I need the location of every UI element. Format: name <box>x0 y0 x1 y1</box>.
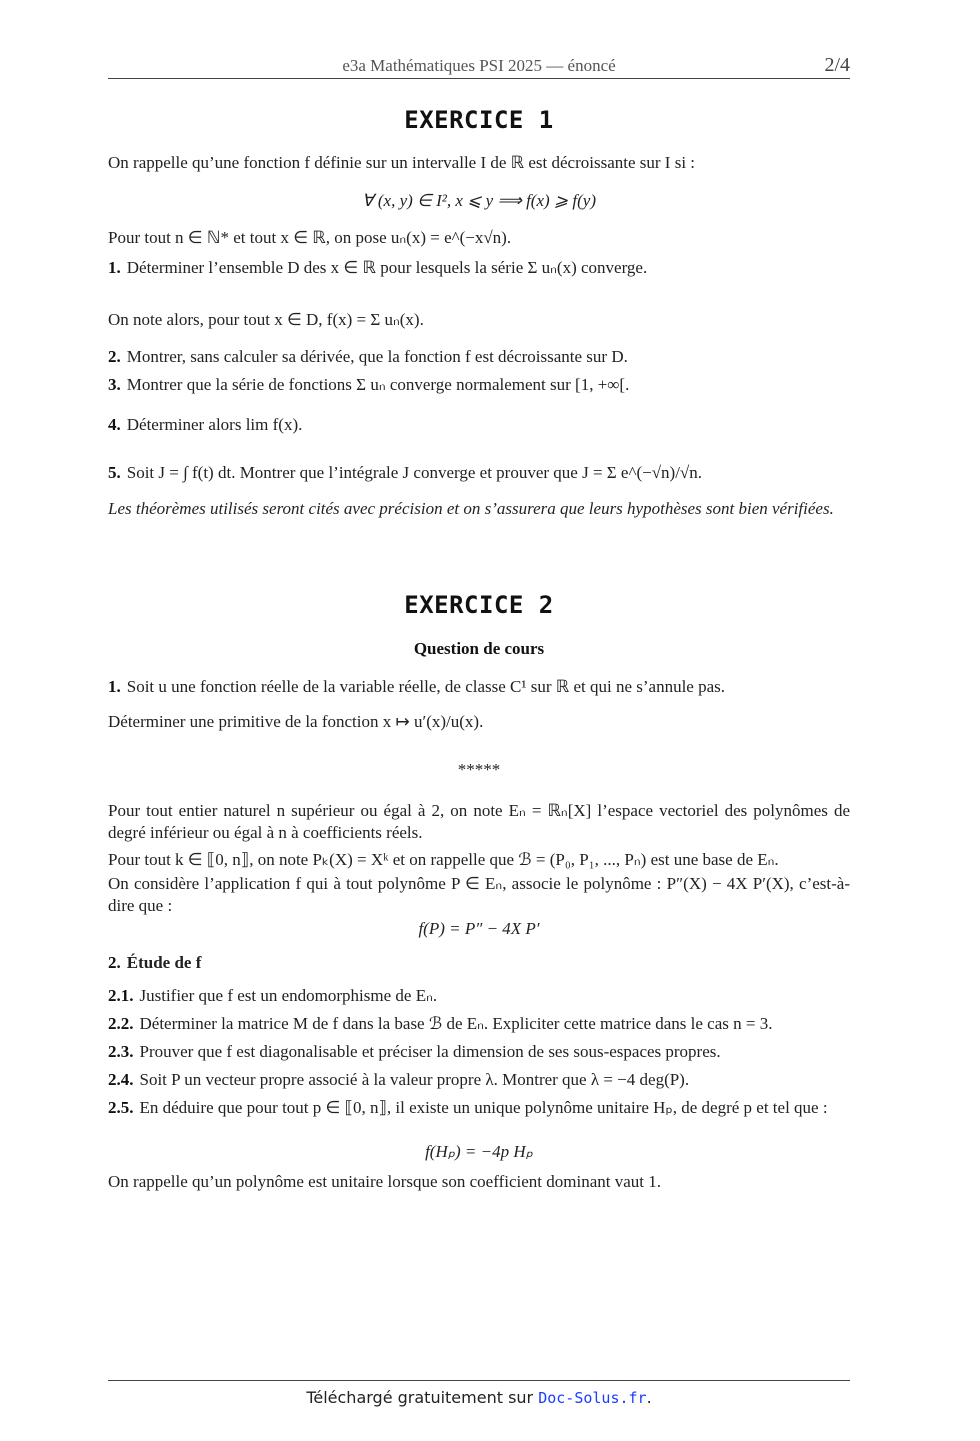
ex1-question-5: 5. Soit J = ∫ f(t) dt. Montrer que l’intégrale J converge et prouver que J = Σ e^(−√n)/√n. <box>108 463 702 482</box>
footer-rule <box>108 1380 850 1381</box>
ex2-question-1-line2: Déterminer une primitive de la fonction x ↦ u′(x)/u(x). <box>108 712 484 731</box>
ex2-paragraph-2: Pour tout k ∈ ⟦0, n⟧, on note Pₖ(X) = Xᵏ et on rappelle que ℬ = (P₀, P₁, ..., Pₙ) est une base de Eₙ. <box>108 850 779 869</box>
ex1-pose: Pour tout n ∈ ℕ* et tout x ∈ ℝ, on pose uₙ(x) = e^(−x√n). <box>108 228 512 247</box>
ex1-intro <box>108 152 850 174</box>
ex2-question-1-line1: 1. Soit u une fonction réelle de la variable réelle, de classe C¹ sur ℝ et qui ne s’annule pas. <box>108 677 725 696</box>
page-header <box>108 54 850 79</box>
ex2-question-2-3: 2.3. Prouver que f est diagonalisable et préciser la dimension de ses sous-espaces propres. <box>108 1042 721 1061</box>
ex2-question-2-1: 2.1. Justifier que f est un endomorphisme de Eₙ. <box>108 986 438 1005</box>
ex1-intro-text: On rappelle qu’une fonction f définie sur un intervalle I de ℝ est décroissante sur I si : <box>108 153 696 172</box>
doc-solus-link[interactable]: Doc-Solus.fr <box>538 1389 647 1407</box>
ex1-remark: Les théorèmes utilisés seront cités avec précision et on s’assurera que leurs hypothèses sont bien vérifiées. <box>108 499 834 518</box>
ex1-note-f: On note alors, pour tout x ∈ D, f(x) = Σ uₙ(x). <box>108 310 424 329</box>
ex1-question-4: 4. Déterminer alors lim f(x). <box>108 415 303 434</box>
ex1-question-2: 2. Montrer, sans calculer sa dérivée, que la fonction f est décroissante sur D. <box>108 347 628 366</box>
ex1-definition-formula: ∀ (x, y) ∈ I², x ⩽ y ⟹ f(x) ⩾ f(y) <box>362 191 596 210</box>
ex2-paragraph-3: On considère l’application f qui à tout polynôme P ∈ Eₙ, associe le polynôme : P″(X) − 4X P′(X), c’est-à-dire que : <box>108 874 850 915</box>
footer-suffix: . <box>646 1388 652 1407</box>
section-2-title: 2. Étude de f <box>108 953 202 972</box>
f-definition-formula: f(P) = P″ − 4X P′ <box>418 919 540 938</box>
page <box>108 0 850 1441</box>
ex2-question-2-4: 2.4. Soit P un vecteur propre associé à la valeur propre λ. Montrer que λ = −4 deg(P). <box>108 1070 690 1089</box>
course-question-title: Question de cours <box>413 639 545 658</box>
ex2-question-2-5: 2.5. En déduire que pour tout p ∈ ⟦0, n⟧, il existe un unique polynôme unitaire Hₚ, de degré p et tel que : <box>108 1098 828 1117</box>
page-footer <box>108 1388 850 1407</box>
ex1-question-3: 3. Montrer que la série de fonctions Σ uₙ converge normalement sur [1, +∞[. <box>108 375 630 394</box>
ex1-question-1: 1. Déterminer l’ensemble D des x ∈ ℝ pour lesquels la série Σ uₙ(x) converge. <box>108 258 648 277</box>
exercise-1-title: EXERCICE 1 <box>404 106 554 134</box>
separator-stars: ***** <box>457 760 501 779</box>
header-title: e3a Mathématiques PSI 2025 — énoncé <box>342 56 616 75</box>
ex2-question-2-2: 2.2. Déterminer la matrice M de f dans la base ℬ de Eₙ. Expliciter cette matrice dans le cas n = 3. <box>108 1014 773 1033</box>
h-formula: f(Hₚ) = −4p Hₚ <box>425 1142 533 1161</box>
page-number: 2/4 <box>824 54 850 76</box>
ex2-paragraph-1: Pour tout entier naturel n supérieur ou égal à 2, on note Eₙ = ℝₙ[X] l’espace vectoriel des polynômes de degré inférieur ou égal à n à coefficients réels. <box>108 801 850 842</box>
footer-text: Téléchargé gratuitement sur <box>306 1388 534 1407</box>
ex2-final-note: On rappelle qu’un polynôme est unitaire lorsque son coefficient dominant vaut 1. <box>108 1172 661 1191</box>
exercise-2-title: EXERCICE 2 <box>404 591 554 619</box>
